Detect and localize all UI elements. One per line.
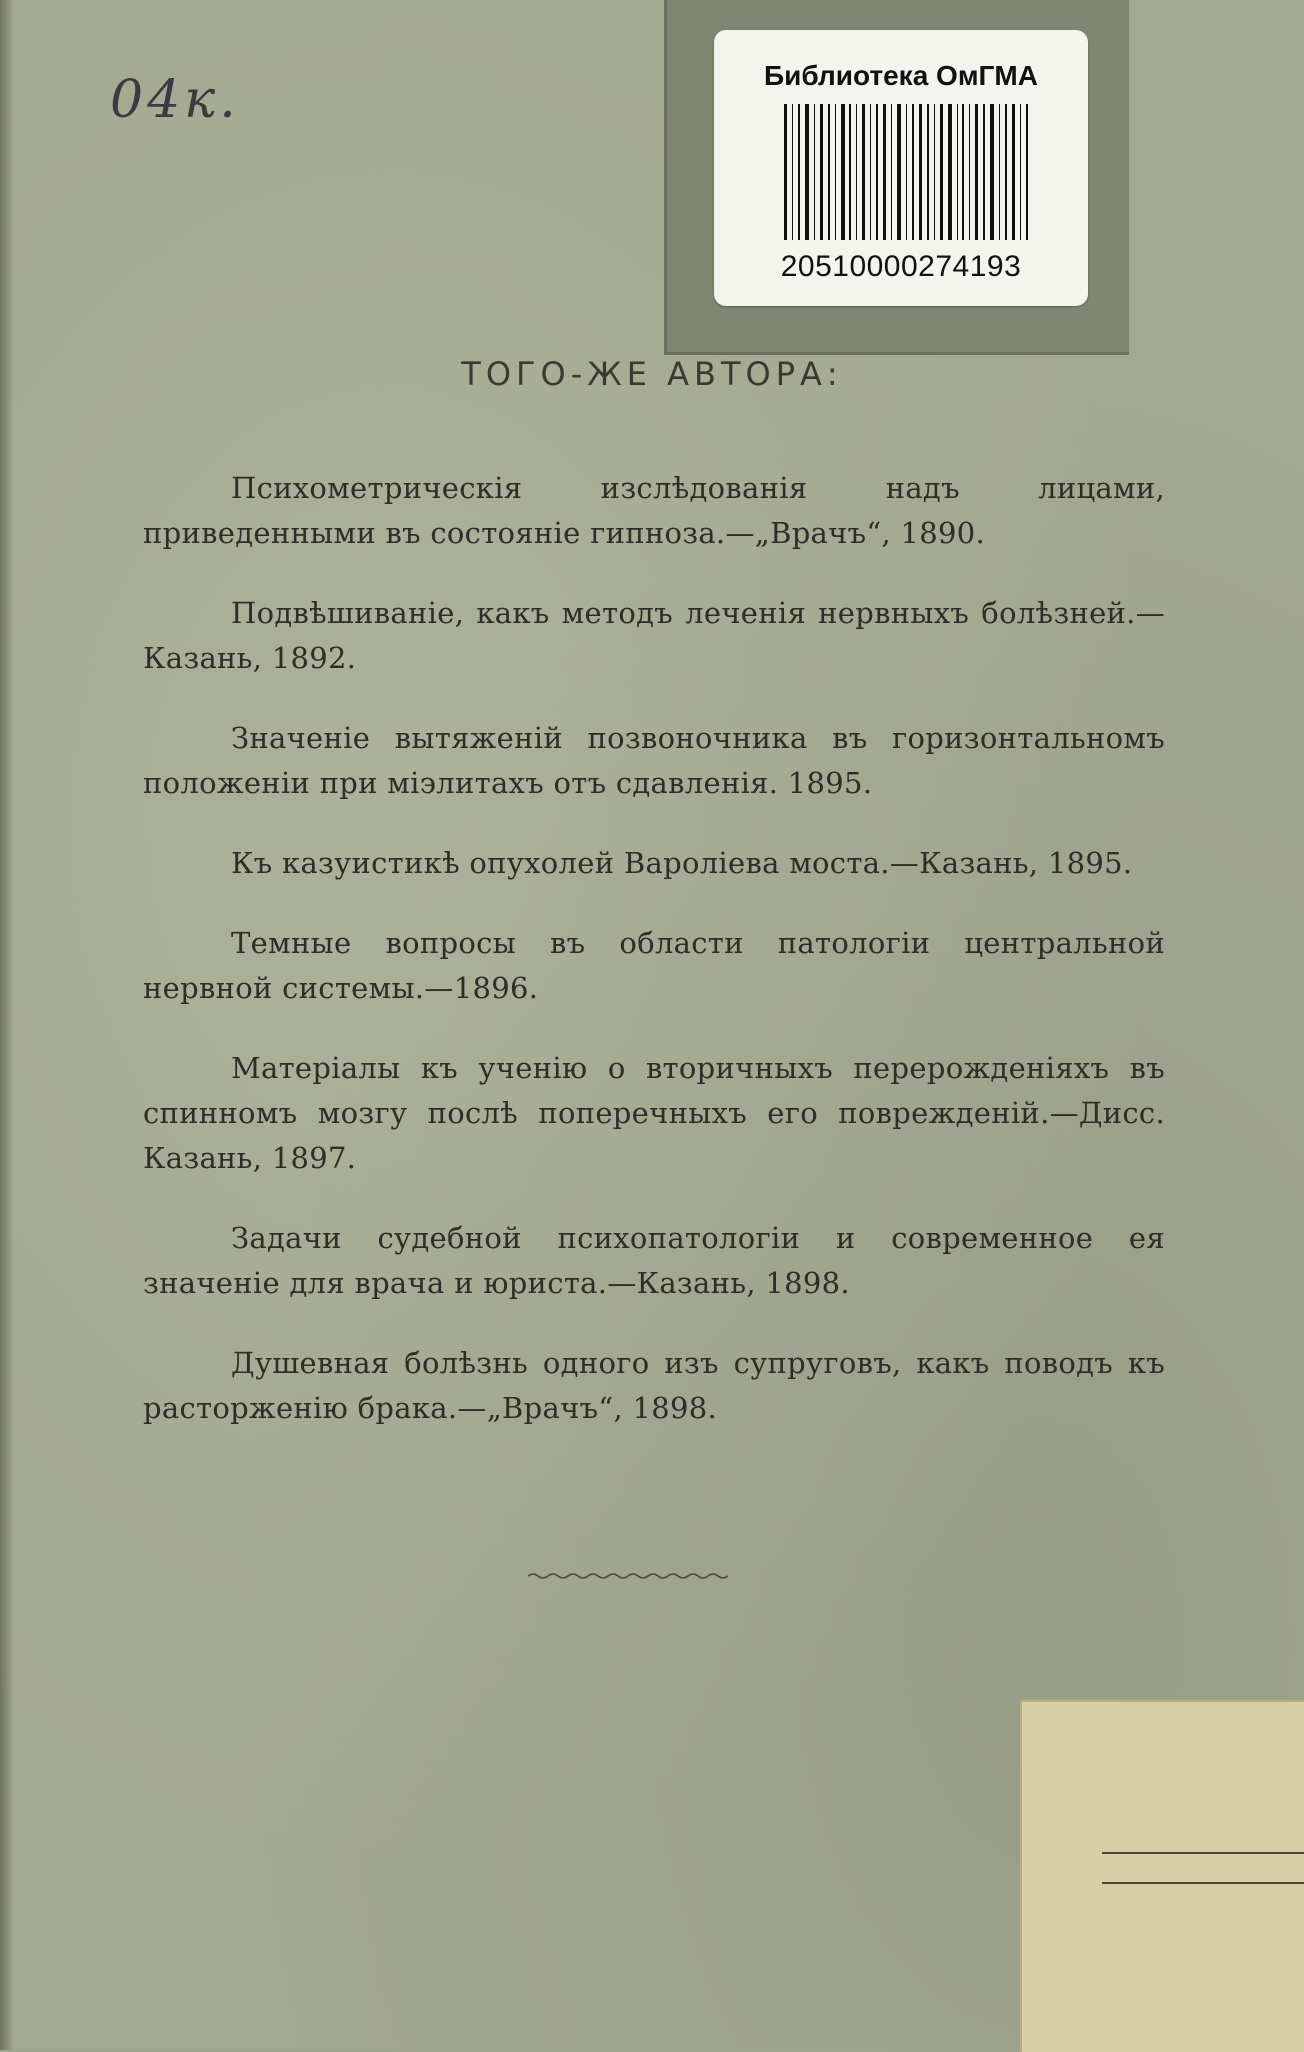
handwritten-note: 04к.	[110, 70, 240, 130]
work-entry-3: Значеніе вытяженій позвоночника въ горизонтальномъ положеніи при міэлитахъ отъ сдавленія. 1895.	[143, 721, 1165, 800]
page-edge-shadow	[0, 0, 14, 2050]
work-entry-5: Темные вопросы въ области патологіи центральной нервной системы.—1896.	[143, 926, 1165, 1005]
barcode-bar	[962, 104, 964, 240]
barcode-bar	[849, 104, 851, 240]
barcode-bar	[983, 104, 985, 240]
barcode-bar	[856, 104, 857, 240]
library-label-title: Библиотека ОмГМА	[764, 60, 1038, 91]
work-entry-8: Душевная болѣзнь одного изъ супруговъ, какъ поводъ къ расторженію брака.—„Врачъ“, 1898.	[143, 1346, 1165, 1425]
barcode-bar	[870, 104, 871, 240]
barcode-bar	[906, 104, 907, 240]
ornament-divider-icon	[528, 1572, 728, 1580]
barcode-bar	[798, 104, 800, 240]
barcode-bar	[934, 104, 935, 240]
barcode-bar	[1012, 104, 1015, 240]
barcode-icon	[784, 104, 1028, 240]
work-entry-1: Психометрическія изслѣдованія надъ лицами, приведенными въ состояніе гипноза.—„Врачъ“, 1890.	[143, 471, 1165, 550]
barcode-bar	[999, 104, 1000, 240]
library-barcode-label	[714, 30, 1088, 306]
barcode-bar	[1026, 104, 1028, 240]
works-list	[143, 466, 1165, 1466]
barcode-bar	[805, 104, 809, 240]
barcode-bar	[919, 104, 922, 240]
section-heading: ТОГО-ЖЕ АВТОРА:	[461, 355, 843, 393]
barcode-bar	[814, 104, 815, 240]
barcode-bar	[876, 104, 878, 240]
patch-rule	[1102, 1852, 1304, 1854]
barcode-bar	[792, 104, 793, 240]
barcode-bar	[883, 104, 886, 240]
barcode-bar	[1005, 104, 1007, 240]
patch-rule	[1102, 1882, 1304, 1884]
barcode-bar	[927, 104, 929, 240]
paper-patch	[1020, 1700, 1304, 2052]
barcode-bar	[784, 104, 787, 240]
barcode-bar	[948, 104, 952, 240]
barcode-bar	[969, 104, 970, 240]
barcode-bar	[912, 104, 914, 240]
barcode-bar	[957, 104, 958, 240]
barcode-bar	[940, 104, 943, 240]
barcode-bar	[990, 104, 994, 240]
barcode-bar	[835, 104, 836, 240]
work-entry-7: Задачи судебной психопатологіи и современное ея значеніе для врача и юриста.—Казань, 1898.	[143, 1221, 1165, 1300]
library-label-number: 20510000274193	[780, 250, 1022, 283]
work-entry-4: Къ казуистикѣ опухолей Вароліева моста.—Казань, 1895.	[231, 846, 1133, 880]
barcode-bar	[862, 104, 865, 240]
barcode-bar	[891, 104, 892, 240]
barcode-bar	[975, 104, 978, 240]
barcode-bar	[1020, 104, 1021, 240]
work-entry-6: Матеріалы къ ученію о вторичныхъ перерожденіяхъ въ спинномъ мозгу послѣ поперечныхъ его поврежденій.—Дисс. Казань, 1897.	[143, 1051, 1165, 1175]
barcode-bar	[841, 104, 845, 240]
barcode-bar	[820, 104, 823, 240]
barcode-bar	[828, 104, 830, 240]
work-entry-2: Подвѣшиваніе, какъ методъ леченія нервныхъ болѣзней.—Казань, 1892.	[143, 596, 1165, 675]
barcode-bar	[897, 104, 901, 240]
